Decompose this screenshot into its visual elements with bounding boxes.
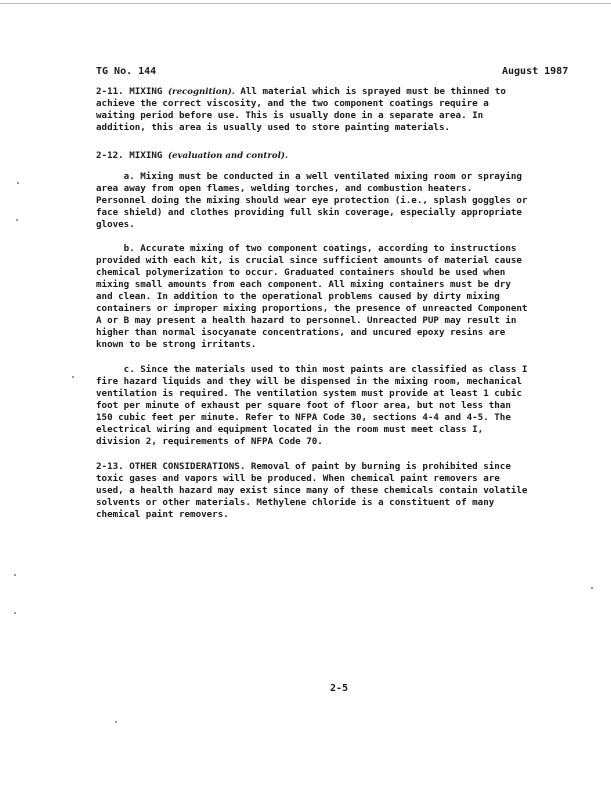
paragraph-a-line: area away from open flames, welding torches, and combustion heaters. xyxy=(96,183,473,194)
section-subtitle: (evaluation and control). xyxy=(167,151,288,161)
section-2-13-line: 2-13. OTHER CONSIDERATIONS. Removal of paint by burning is prohibited since xyxy=(96,461,511,472)
paragraph-c-line: ventilation is required. The ventilation system must provide at least 1 cubic xyxy=(96,388,522,399)
paragraph-c-line: division 2, requirements of NFPA Code 70. xyxy=(96,436,323,447)
paragraph-c-line: 150 cubic feet per minute. Refer to NFPA Code 30, sections 4-4 and 4-5. The xyxy=(96,412,511,423)
section-2-12-heading xyxy=(96,150,288,162)
section-subtitle: (recognition). xyxy=(167,87,235,97)
section-number: 2-11. xyxy=(96,86,124,97)
scan-speck xyxy=(14,612,16,614)
paragraph-c-line: fire hazard liquids and they will be dispensed in the mixing room, mechanical xyxy=(96,376,522,387)
paragraph-a-line: face shield) and clothes providing full skin coverage, especially appropriate xyxy=(96,207,522,218)
scan-speck xyxy=(72,376,74,378)
paragraph-b-line: A or B may present a health hazard to personnel. Unreacted PUP may result in xyxy=(96,315,517,326)
section-title: MIXING xyxy=(129,86,163,97)
scan-speck xyxy=(16,219,18,221)
paragraph-c-line: electrical wiring and equipment located in the room must meet class I, xyxy=(96,424,484,435)
section-2-13-line: used, a health hazard may exist since many of these chemicals contain volatile xyxy=(96,485,528,496)
paragraph-a-line: a. Mixing must be conducted in a well ventilated mixing room or spraying xyxy=(123,171,522,182)
scan-speck xyxy=(14,574,16,576)
paragraph-b-line: b. Accurate mixing of two component coatings, according to instructions xyxy=(123,243,517,254)
document-date: August 1987 xyxy=(502,66,569,77)
paragraph-a-line: gloves. xyxy=(96,219,135,230)
section-text-line: All material which is sprayed must be thinned to xyxy=(240,86,506,97)
section-title: MIXING xyxy=(129,150,163,161)
paragraph-b-line: known to be strong irritants. xyxy=(96,339,257,350)
section-2-13-line: chemical paint removers. xyxy=(96,509,229,520)
paragraph-b-line: provided with each kit, is crucial since sufficient amounts of material cause xyxy=(96,255,522,266)
section-text-line: addition, this area is usually used to store painting materials. xyxy=(96,122,451,133)
section-text-line: waiting period before use. This is usually done in a separate area. In xyxy=(96,110,484,121)
document-id: TG No. 144 xyxy=(96,66,157,77)
section-2-13-line: solvents or other materials. Methylene chloride is a constituent of many xyxy=(96,497,495,508)
top-rule xyxy=(0,3,611,4)
section-text-line: achieve the correct viscosity, and the two component coatings require a xyxy=(96,98,489,109)
paragraph-b-line: and clean. In addition to the operational problems caused by dirty mixing xyxy=(96,291,500,302)
section-number: 2-12. xyxy=(96,150,124,161)
paragraph-b-line: higher than normal isocyanate concentrations, and uncured epoxy resins are xyxy=(96,327,506,338)
scan-speck xyxy=(591,587,593,589)
scan-speck xyxy=(115,721,117,723)
page-number: 2-5 xyxy=(330,683,349,694)
paragraph-c-line: foot per minute of exhaust per square foot of floor area, but not less than xyxy=(96,400,511,411)
scan-speck xyxy=(17,182,19,184)
paragraph-b-line: containers or improper mixing proportions, the presence of unreacted Component xyxy=(96,303,528,314)
paragraph-b-line: mixing small amounts from each component. All mixing containers must be dry xyxy=(96,279,511,290)
section-2-13-line: toxic gases and vapors will be produced. When chemical paint removers are xyxy=(96,473,500,484)
paragraph-a-line: Personnel doing the mixing should wear eye protection (i.e., splash goggles or xyxy=(96,195,528,206)
section-2-11-first-line xyxy=(96,86,506,98)
paragraph-b-line: chemical polymerization to occur. Graduated containers should be used when xyxy=(96,267,506,278)
paragraph-c-line: c. Since the materials used to thin most paints are classified as class I xyxy=(123,364,528,375)
